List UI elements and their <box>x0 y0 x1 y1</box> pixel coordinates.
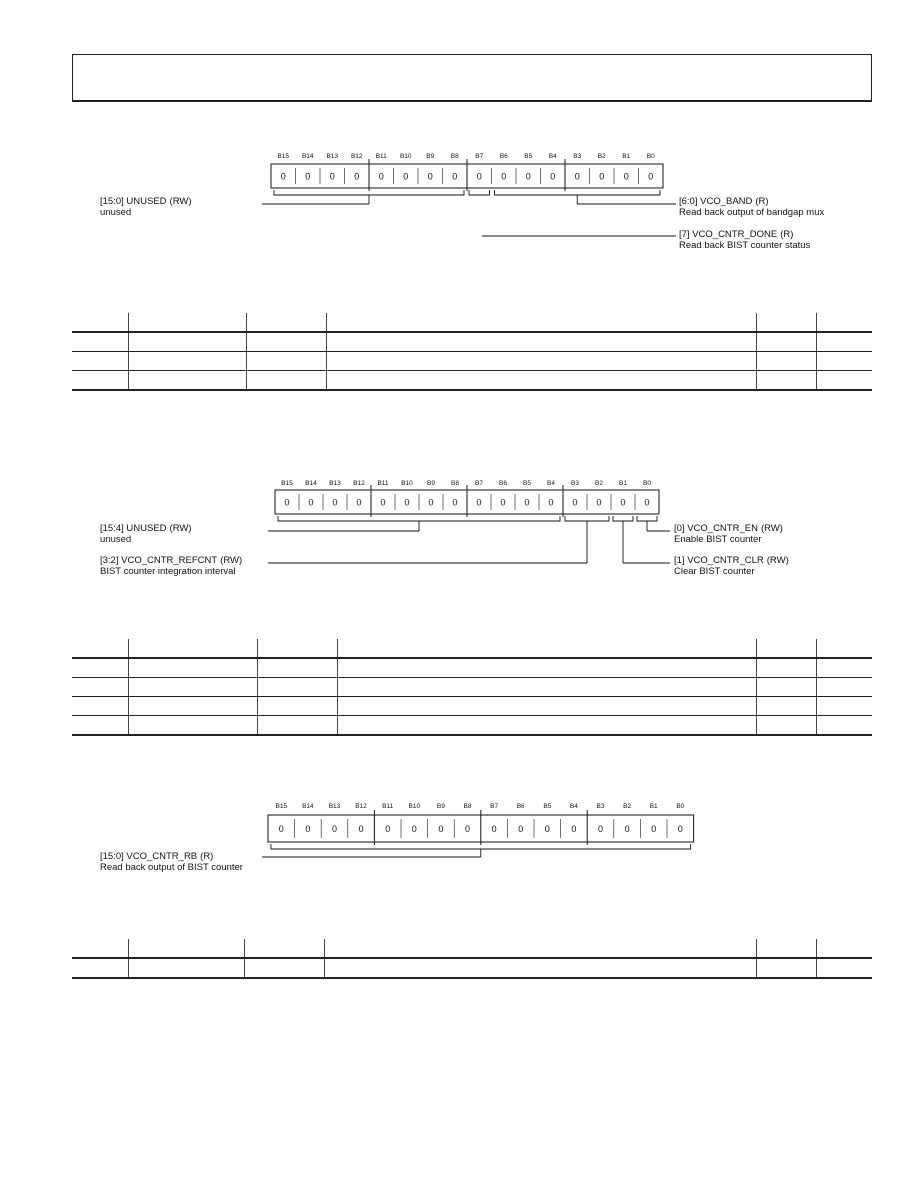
register-0-table <box>72 313 872 391</box>
bit-label: B4 <box>569 803 578 810</box>
field-access: (RW) <box>766 555 789 566</box>
bit-label: B6 <box>516 803 525 810</box>
bit-value: 0 <box>550 171 556 182</box>
table-row <box>72 958 872 978</box>
bit-label: B0 <box>643 480 651 487</box>
bit-label: B11 <box>377 480 389 487</box>
bit-label: B1 <box>622 153 631 160</box>
bit-label: B0 <box>676 803 685 810</box>
bit-label: B15 <box>275 803 288 810</box>
bit-label: B15 <box>277 153 290 160</box>
bit-value: 0 <box>278 824 284 834</box>
bit-label: B12 <box>350 153 363 160</box>
bit-label: B4 <box>547 480 555 487</box>
reg1-field-vco-cntr-refcnt <box>100 555 242 577</box>
bit-label: B0 <box>646 153 655 160</box>
bit-label: B3 <box>596 803 605 810</box>
bit-value: 0 <box>403 171 409 182</box>
bit-label: B10 <box>399 153 412 160</box>
table-row <box>72 371 872 391</box>
bit-value: 0 <box>305 824 311 834</box>
bit-value: 0 <box>452 497 458 508</box>
bit-label: B1 <box>649 803 658 810</box>
bit-value: 0 <box>644 497 650 508</box>
bit-value: 0 <box>280 171 286 182</box>
bit-value: 0 <box>677 824 683 834</box>
reg0-field-vco-band <box>679 196 824 218</box>
bit-value: 0 <box>464 824 471 834</box>
bit-value: 0 <box>452 171 458 182</box>
table-header-row <box>72 313 872 332</box>
register-1-diagram <box>268 480 670 563</box>
bit-label: B4 <box>548 153 557 160</box>
bit-value: 0 <box>476 497 482 508</box>
field-name: [15:0] VCO_CNTR_RB <box>100 851 198 862</box>
bit-label: B14 <box>301 153 314 160</box>
bit-label: B12 <box>355 803 367 810</box>
bit-value: 0 <box>332 497 338 508</box>
bit-label: B7 <box>475 480 483 487</box>
bit-value: 0 <box>524 497 530 508</box>
table-row <box>72 716 872 736</box>
bit-value: 0 <box>380 497 386 508</box>
bit-label: B14 <box>302 803 314 810</box>
bit-label: B8 <box>450 153 459 160</box>
field-bracket <box>469 190 490 195</box>
field-description: unused <box>100 207 132 218</box>
field-description: Clear BIST counter <box>674 566 755 577</box>
bit-value: 0 <box>651 824 657 834</box>
register-2-diagram <box>262 803 694 857</box>
bit-value: 0 <box>358 824 364 834</box>
bit-label: B5 <box>524 153 533 160</box>
field-name: [7] VCO_CNTR_DONE <box>679 229 778 240</box>
bit-value: 0 <box>501 171 507 182</box>
bit-value: 0 <box>491 824 497 834</box>
field-access: (RW) <box>220 555 243 566</box>
field-access: (R) <box>780 229 794 240</box>
bit-value: 0 <box>620 497 626 508</box>
table-row <box>72 352 872 371</box>
bit-value: 0 <box>308 497 314 508</box>
field-access: (RW) <box>169 196 192 207</box>
bit-label: B11 <box>375 153 387 160</box>
table-header-row <box>72 639 872 658</box>
bit-label: B7 <box>475 153 484 160</box>
bit-label: B5 <box>543 803 552 810</box>
field-bracket <box>613 516 633 521</box>
bit-value: 0 <box>599 171 605 182</box>
bit-value: 0 <box>329 171 335 182</box>
bit-label: B2 <box>595 480 603 487</box>
bit-label: B8 <box>451 480 459 487</box>
bit-value: 0 <box>284 497 290 508</box>
field-access: (RW) <box>760 523 783 534</box>
field-name: [1] VCO_CNTR_CLR <box>674 555 764 566</box>
bit-value: 0 <box>624 824 630 834</box>
bit-value: 0 <box>354 171 360 182</box>
bit-label: B9 <box>436 803 445 810</box>
bit-label: B11 <box>382 803 394 810</box>
field-name: [0] VCO_CNTR_EN <box>674 523 758 534</box>
bit-value: 0 <box>385 824 391 834</box>
reg0-field-unused <box>100 196 192 218</box>
bit-label: B6 <box>499 153 508 160</box>
bit-label: B6 <box>499 480 507 487</box>
table-row <box>72 678 872 697</box>
bit-value: 0 <box>305 171 311 182</box>
reg2-field-vco-cntr-rb <box>100 851 243 873</box>
register-1-table <box>72 639 872 736</box>
bit-value: 0 <box>597 824 604 834</box>
field-name: [15:4] UNUSED <box>100 523 167 534</box>
bit-label: B13 <box>329 480 341 487</box>
table-header-row <box>72 939 872 958</box>
bit-label: B13 <box>328 803 341 810</box>
bit-value: 0 <box>428 497 434 508</box>
field-bracket <box>278 516 560 521</box>
bit-label: B10 <box>408 803 421 810</box>
field-description: Read back BIST counter status <box>679 240 811 251</box>
bit-value: 0 <box>356 497 362 508</box>
bit-value: 0 <box>525 171 531 182</box>
table-row <box>72 697 872 716</box>
bit-label: B5 <box>523 480 531 487</box>
bit-value: 0 <box>438 824 444 834</box>
field-bracket <box>637 516 657 521</box>
field-description: Enable BIST counter <box>674 534 762 545</box>
register-2-table <box>72 939 872 979</box>
bit-label: B14 <box>305 480 317 487</box>
field-description: Read back output of bandgap mux <box>679 207 825 218</box>
bit-value: 0 <box>500 497 506 508</box>
field-name: [3:2] VCO_CNTR_REFCNT <box>100 555 218 566</box>
reg1-field-vco-cntr-en <box>674 523 783 545</box>
bit-label: B3 <box>573 153 582 160</box>
field-name: [6:0] VCO_BAND <box>679 196 753 207</box>
bit-label: B15 <box>281 480 293 487</box>
bit-label: B7 <box>490 803 499 810</box>
reg1-field-vco-cntr-clr <box>674 555 789 577</box>
field-description: unused <box>100 534 132 545</box>
field-access: (R) <box>755 196 769 207</box>
bit-value: 0 <box>572 497 578 508</box>
field-description: Read back output of BIST counter <box>100 862 243 873</box>
field-name: [15:0] UNUSED <box>100 196 167 207</box>
bit-label: B8 <box>463 803 472 810</box>
bit-label: B3 <box>571 480 579 487</box>
bit-value: 0 <box>544 824 550 834</box>
bit-value: 0 <box>623 171 629 182</box>
field-access: (R) <box>200 851 214 862</box>
reg0-field-vco-cntr-done <box>679 229 810 251</box>
bit-value: 0 <box>427 171 433 182</box>
bit-value: 0 <box>548 497 554 508</box>
bit-value: 0 <box>411 824 417 834</box>
bit-label: B2 <box>597 153 606 160</box>
table-row <box>72 658 872 678</box>
bit-label: B13 <box>326 153 339 160</box>
register-0-diagram <box>262 153 676 236</box>
table-row <box>72 332 872 352</box>
bit-label: B12 <box>353 480 365 487</box>
field-description: BIST counter integration interval <box>100 566 236 577</box>
bit-value: 0 <box>476 171 482 182</box>
bit-value: 0 <box>331 824 338 834</box>
bit-value: 0 <box>648 171 654 182</box>
field-access: (RW) <box>169 523 192 534</box>
field-bracket <box>565 516 609 521</box>
bit-label: B1 <box>619 480 627 487</box>
bit-label: B2 <box>623 803 632 810</box>
bit-value: 0 <box>518 824 524 834</box>
bit-value: 0 <box>378 171 384 182</box>
bit-value: 0 <box>571 824 577 834</box>
bit-value: 0 <box>596 497 602 508</box>
bit-label: B10 <box>401 480 413 487</box>
bit-label: B9 <box>427 480 435 487</box>
field-bracket <box>495 190 661 195</box>
bit-value: 0 <box>574 171 580 182</box>
reg1-field-unused <box>100 523 192 545</box>
bit-value: 0 <box>404 497 410 508</box>
bit-label: B9 <box>426 153 435 160</box>
